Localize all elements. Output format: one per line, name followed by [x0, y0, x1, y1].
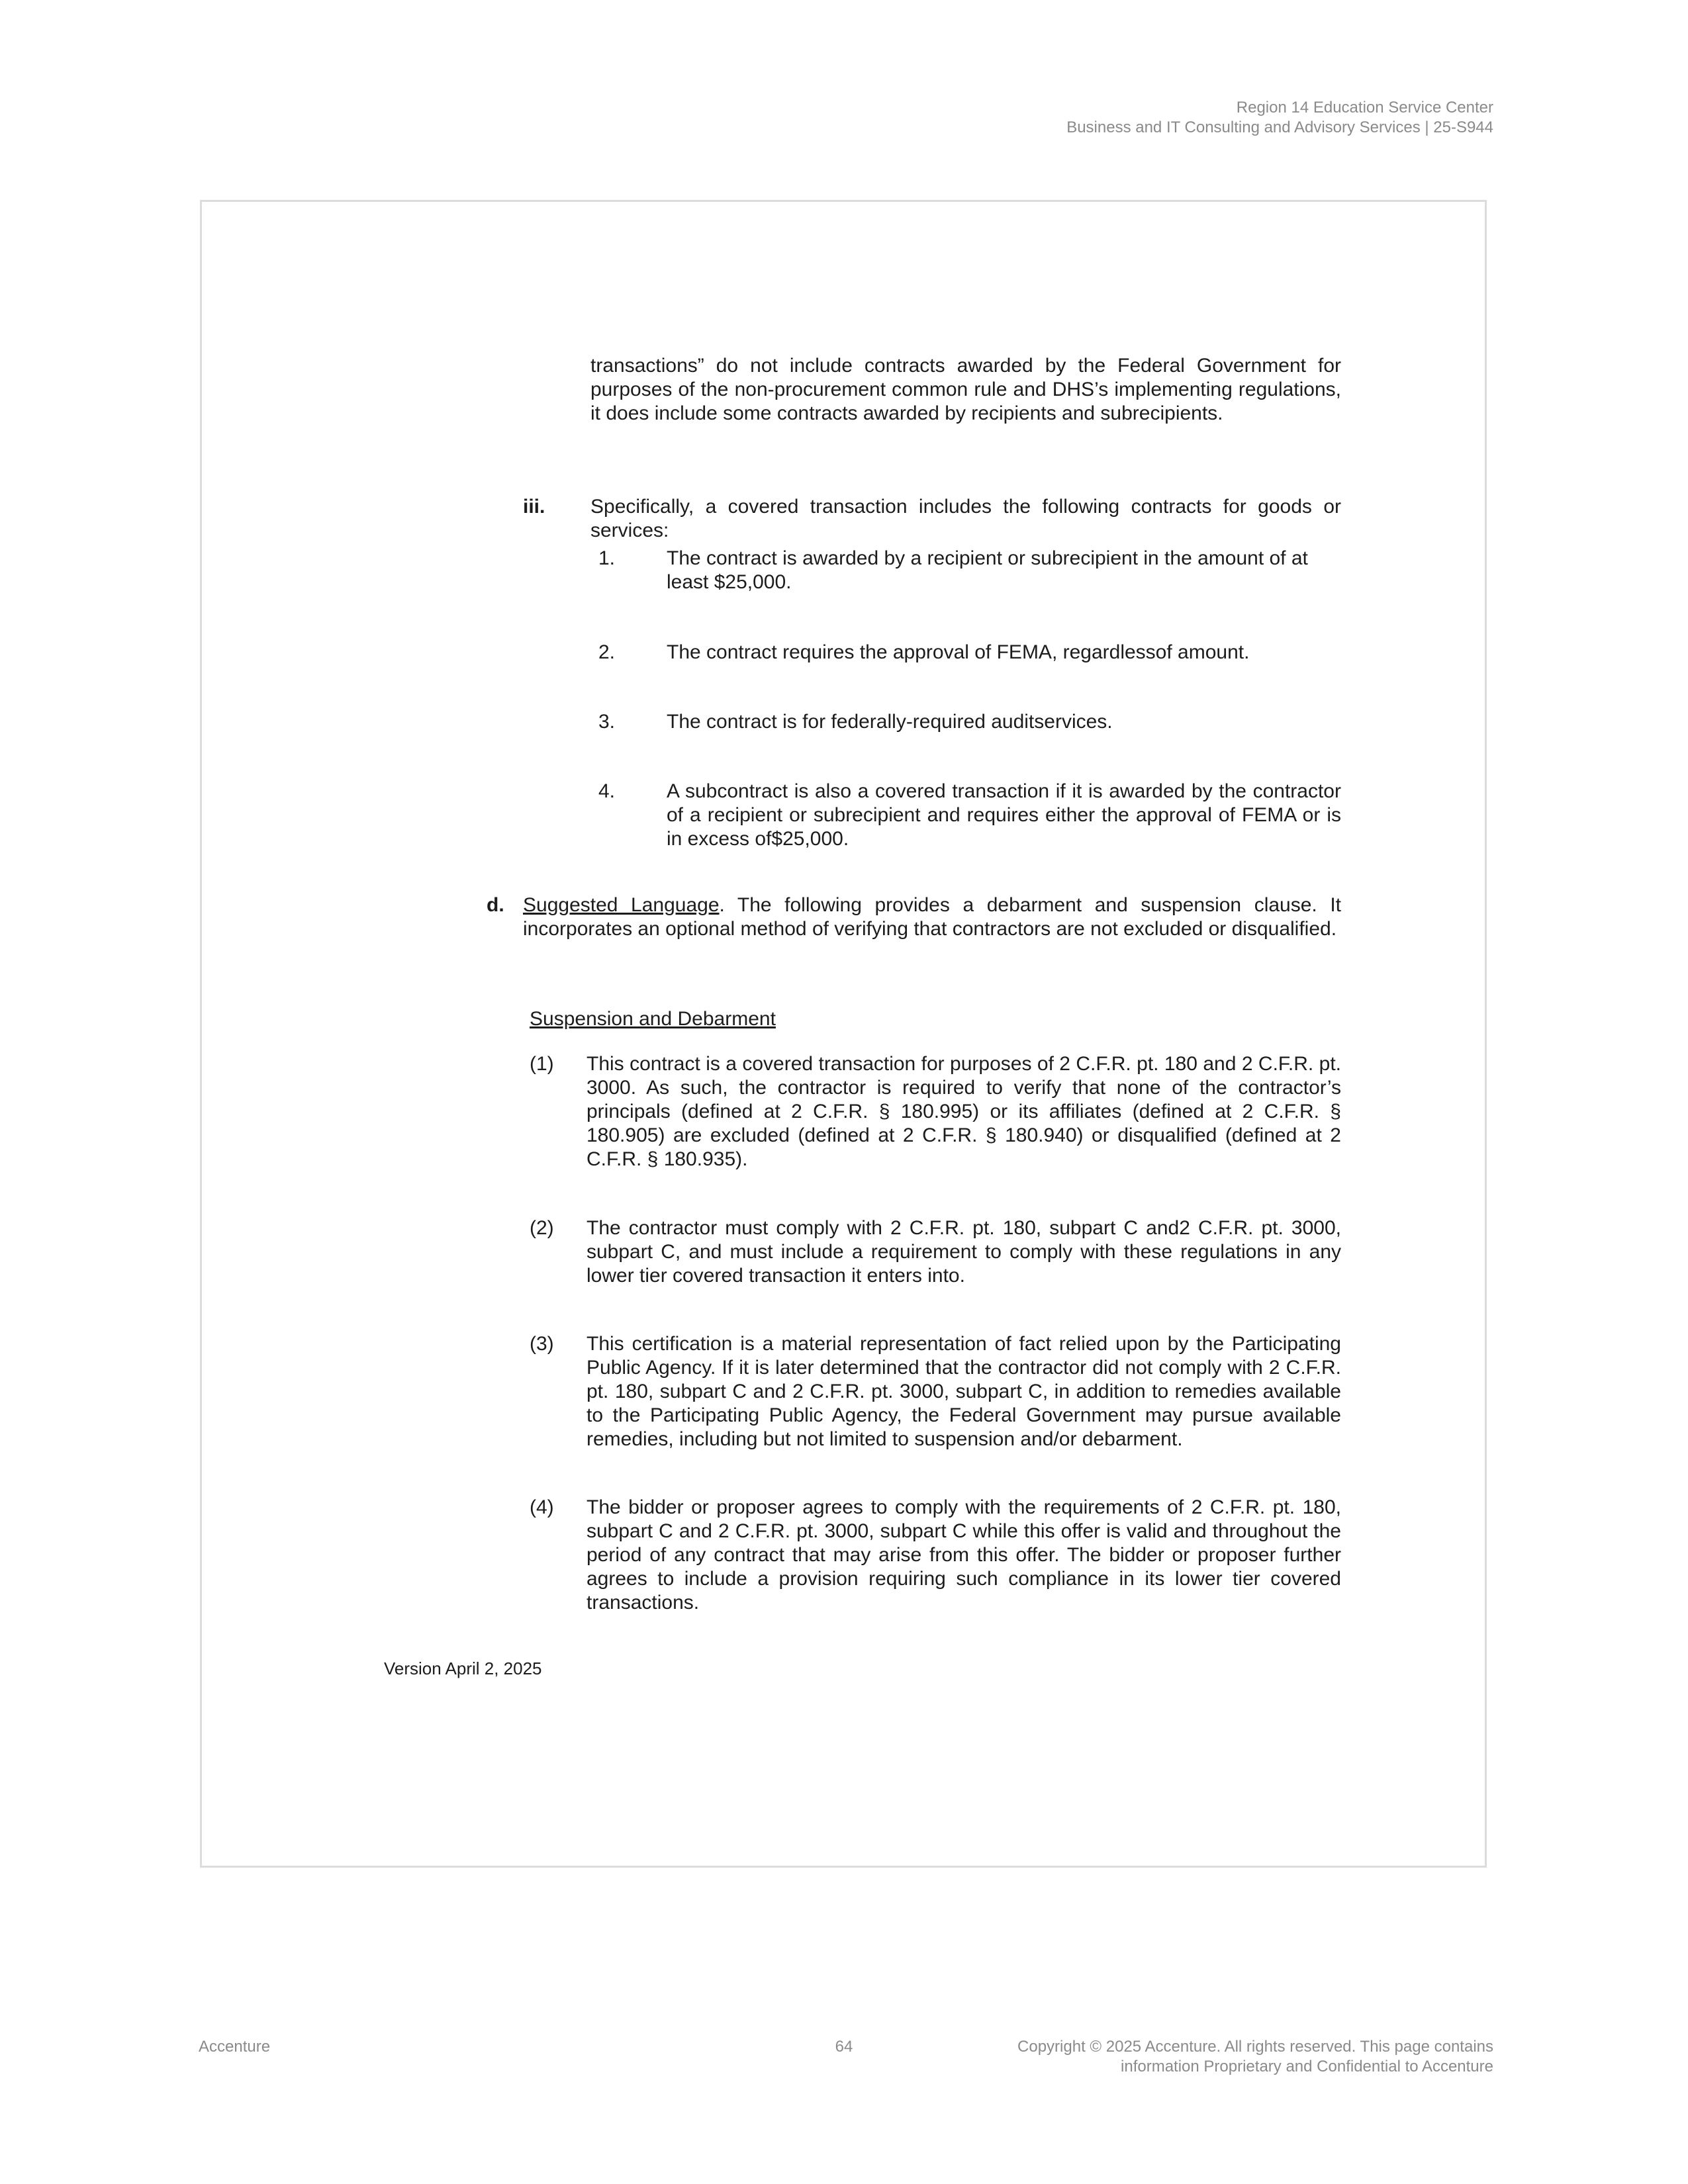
- footer-company: Accenture: [199, 2038, 271, 2056]
- document-page-frame: [200, 200, 1487, 1868]
- sub-item-marker: 4.: [598, 780, 616, 802]
- clause-marker: (4): [530, 1496, 554, 1518]
- sub-item-marker: 3.: [598, 711, 616, 733]
- header-organization: Region 14 Education Service Center: [1236, 99, 1493, 116]
- footer-copyright: [1017, 2037, 1493, 2077]
- sub-item-marker: 1.: [598, 547, 616, 569]
- item-d-paragraph: [523, 893, 1341, 941]
- clause-text: The bidder or proposer agrees to comply with the requirements of 2 C.F.R. pt. 180, subpart C and 2 C.F.R. pt. 3000, subpart C while this offer is valid and throughout the period of any contract that may arise from this offer. The bidder or proposer further agrees to include a provision requiring such compliance in its lower tier covered transactions.: [586, 1496, 1341, 1614]
- clause-marker: (1): [530, 1053, 554, 1075]
- clause-text: This contract is a covered transaction for purposes of 2 C.F.R. pt. 180 and 2 C.F.R. pt. 3000. As such, the contractor is required to verify that none of the contractor’s principals (defined at 2 C.F.R. § 180.995) or its affiliates (defined at 2 C.F.R. § 180.905) are excluded (defined at 2 C.F.R. § 180.940) or disqualified (defined at 2 C.F.R. § 180.935).: [586, 1053, 1341, 1170]
- section-title: Suspension and Debarment: [530, 1008, 776, 1030]
- clause-text: The contractor must comply with 2 C.F.R. pt. 180, subpart C and2 C.F.R. pt. 3000, subpart C, and must include a requirement to comply with these regulations in any lower tier covered transaction it enters into.: [586, 1217, 1341, 1287]
- item-d-text: . The following provides a debarment and suspension clause. It incorporates an optional method of verifying that contractors are not excluded or disqualified.: [523, 894, 1341, 940]
- version-label: Version April 2, 2025: [384, 1659, 542, 1678]
- clause-text: This certification is a material representation of fact relied upon by the Participating Public Agency. If it is later determined that the contractor did not comply with 2 C.F.R. pt. 180, subpart C and 2 C.F.R. pt. 3000, subpart C, in addition to remedies available to the Participating Public Agency, the Federal Government may pursue available remedies, including but not limited to suspension and/or debarment.: [586, 1333, 1341, 1450]
- sub-item-text: The contract is awarded by a recipient or subrecipient in the amount of at least $25,000.: [667, 547, 1308, 593]
- sub-item-marker: 2.: [598, 641, 616, 663]
- intro-paragraph: transactions” do not include contracts awarded by the Federal Government for purposes of the non-procurement common rule and DHS’s implementing regulations, it does include some contracts awarded by recipients and subrecipients.: [590, 355, 1341, 424]
- sub-item-text: The contract is for federally-required auditservices.: [667, 711, 1113, 733]
- item-iii-marker: iii.: [523, 496, 545, 518]
- item-iii-text: Specifically, a covered transaction includes the following contracts for goods or services:: [590, 496, 1341, 541]
- copyright-line-2: information Proprietary and Confidential to Accenture: [1121, 2058, 1493, 2075]
- sub-item-text: The contract requires the approval of FEMA, regardlessof amount.: [667, 641, 1250, 663]
- clause-marker: (3): [530, 1333, 554, 1355]
- copyright-line-1: Copyright © 2025 Accenture. All rights reserved. This page contains: [1017, 2038, 1493, 2056]
- clause-marker: (2): [530, 1217, 554, 1239]
- sub-item-text: A subcontract is also a covered transaction if it is awarded by the contractor of a recipient or subrecipient and requires either the approval of FEMA or is in excess of$25,000.: [667, 780, 1341, 850]
- header-project: Business and IT Consulting and Advisory Services | 25-S944: [1066, 118, 1493, 136]
- item-d-marker: d.: [487, 894, 504, 916]
- suggested-language-heading: Suggested Language: [523, 894, 720, 916]
- page-number: 64: [835, 2038, 853, 2056]
